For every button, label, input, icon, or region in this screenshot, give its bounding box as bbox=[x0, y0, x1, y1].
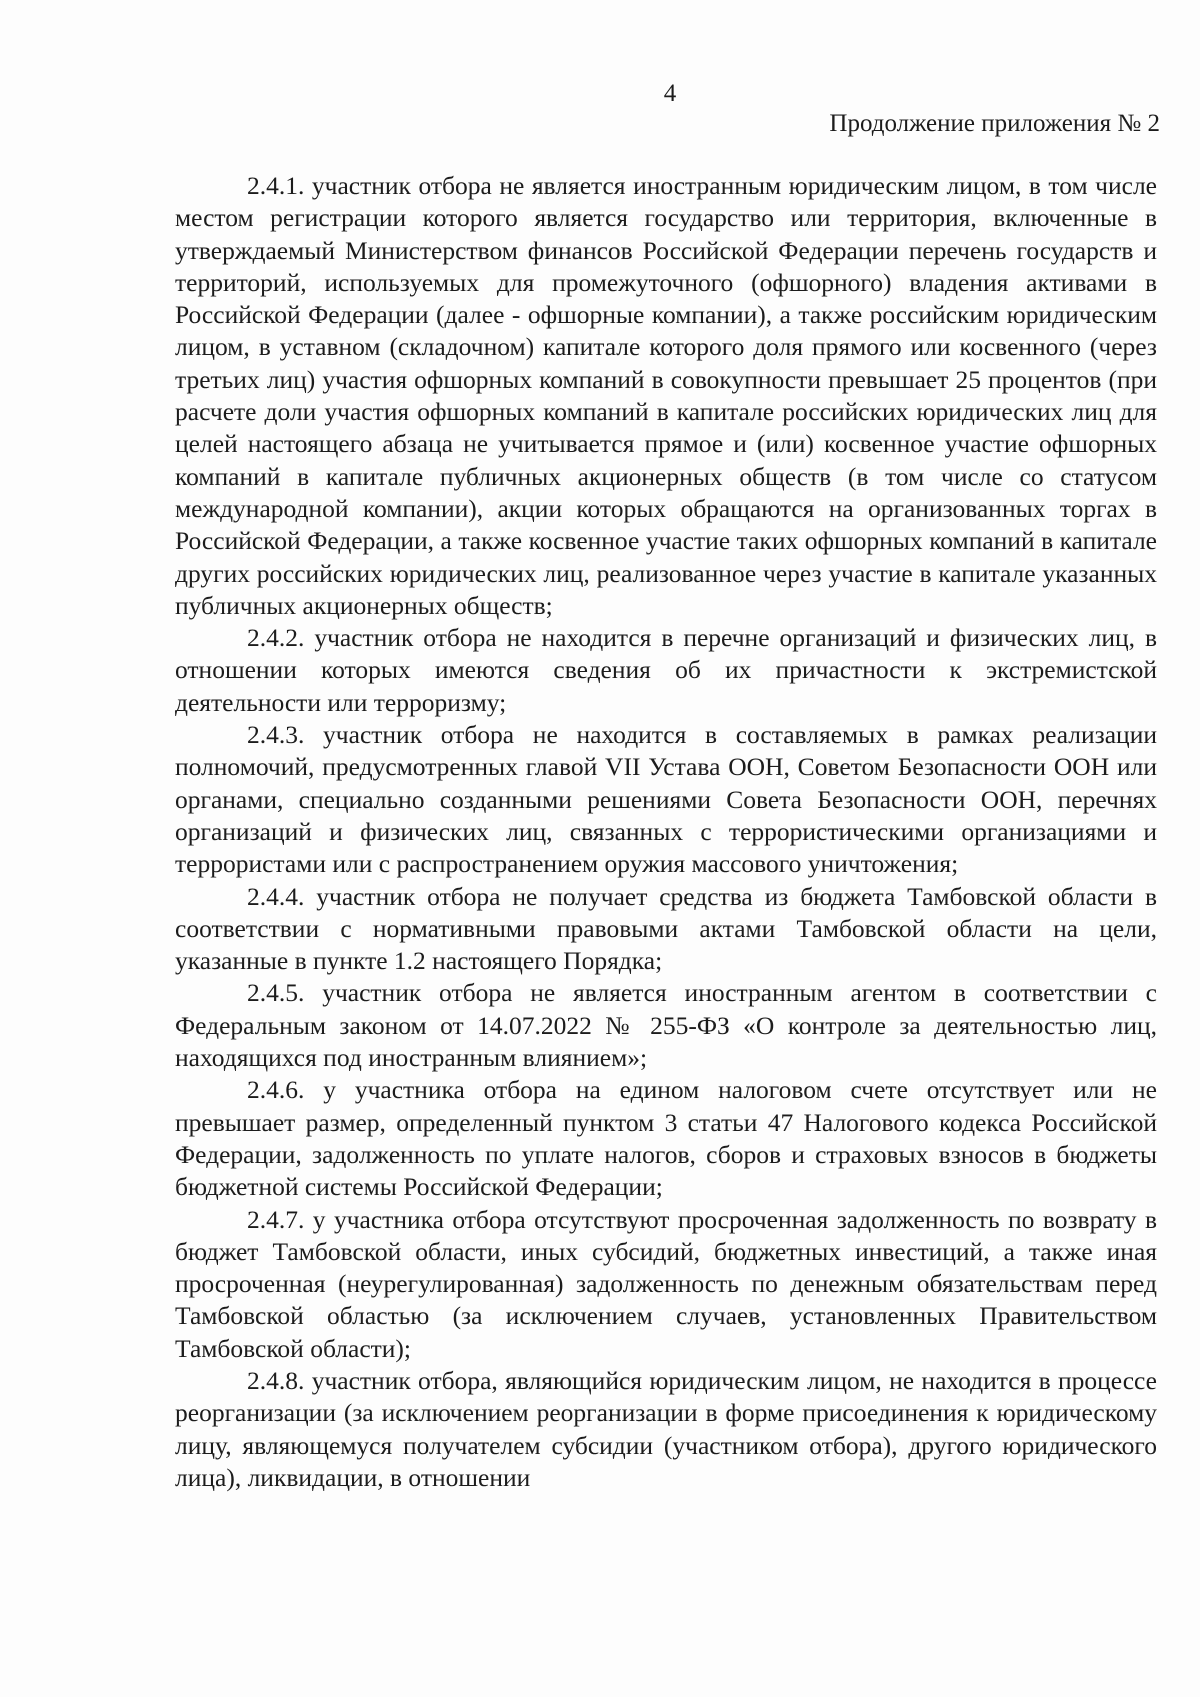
clause-2-4-5: 2.4.5. участник отбора не является иностранным агентом в соответствии с Федеральным законом от 14.07.2022 № 255-ФЗ «О контроле за деятельностью лиц, находящихся под иностранным влиянием»; bbox=[175, 978, 1157, 1073]
page-number: 4 bbox=[663, 80, 677, 107]
clause-2-4-3: 2.4.3. участник отбора не находится в составляемых в рамках реализации полномочий, предусмотренных главой VII Устава ООН, Советом Безопасности ООН или органами, специально созданными решениями Совета Безопасности ООН, перечнях организаций и физических лиц, связанных с террористическими организациями и террористами или с распространением оружия массового уничтожения; bbox=[175, 720, 1157, 879]
clause-2-4-7: 2.4.7. у участника отбора отсутствуют просроченная задолженность по возврату в бюджет Тамбовской области, иных субсидий, бюджетных инвестиций, а также иная просроченная (неурегулированная) задолженность по денежным обязательствам перед Тамбовской областью (за исключением случаев, установленных Правительством Тамбовской области); bbox=[175, 1204, 1157, 1363]
clause-2-4-8: 2.4.8. участник отбора, являющийся юридическим лицом, не находится в процессе реорганизации (за исключением реорганизации в форме присоединения к юридическому лицу, являющемуся получателем субсидии (участником отбора), другого юридического лица), ликвидации, в отношении bbox=[175, 1365, 1157, 1492]
clause-2-4-2: 2.4.2. участник отбора не находится в перечне организаций и физических лиц, в отношении которых имеются сведения об их причастности к экстремистской деятельности или терроризму; bbox=[175, 623, 1157, 717]
appendix-continuation-heading: Продолжение приложения № 2 bbox=[829, 110, 1160, 137]
clause-2-4-1: 2.4.1. участник отбора не является иностранным юридическим лицом, в том числе местом регистрации которого является государство или территория, включенные в утверждаемый Министерством финансов Российской Федерации перечень государств и территорий, используемых для промежуточного (офшорного) владения активами в Российской Федерации (далее - офшорные компании), а также российским юридическим лицом, в уставном (складочном) капитале которого доля прямого или косвенного (через третьих лиц) участия офшорных компаний в совокупности превышает 25 процентов (при расчете доли участия офшорных компаний в капитале российских юридических лиц для целей настоящего абзаца не учитывается прямое и (или) косвенное участие офшорных компаний в капитале публичных акционерных обществ (в том числе со статусом международной компании), акции которых обращаются на организованных торгах в Российской Федерации, а также косвенное участие таких офшорных компаний в капитале других российских юридических лиц, реализованное через участие в капитале указанных публичных акционерных обществ; bbox=[175, 171, 1157, 620]
clause-2-4-6: 2.4.6. у участника отбора на едином налоговом счете отсутствует или не превышает размер, определенный пунктом 3 статьи 47 Налогового кодекса Российской Федерации, задолженность по уплате налогов, сборов и страховых взносов в бюджеты бюджетной системы Российской Федерации; bbox=[175, 1075, 1157, 1202]
document-body bbox=[175, 170, 1157, 1494]
clause-2-4-4: 2.4.4. участник отбора не получает средства из бюджета Тамбовской области в соответствии с нормативными правовыми актами Тамбовской области на цели, указанные в пункте 1.2 настоящего Порядка; bbox=[175, 881, 1157, 976]
